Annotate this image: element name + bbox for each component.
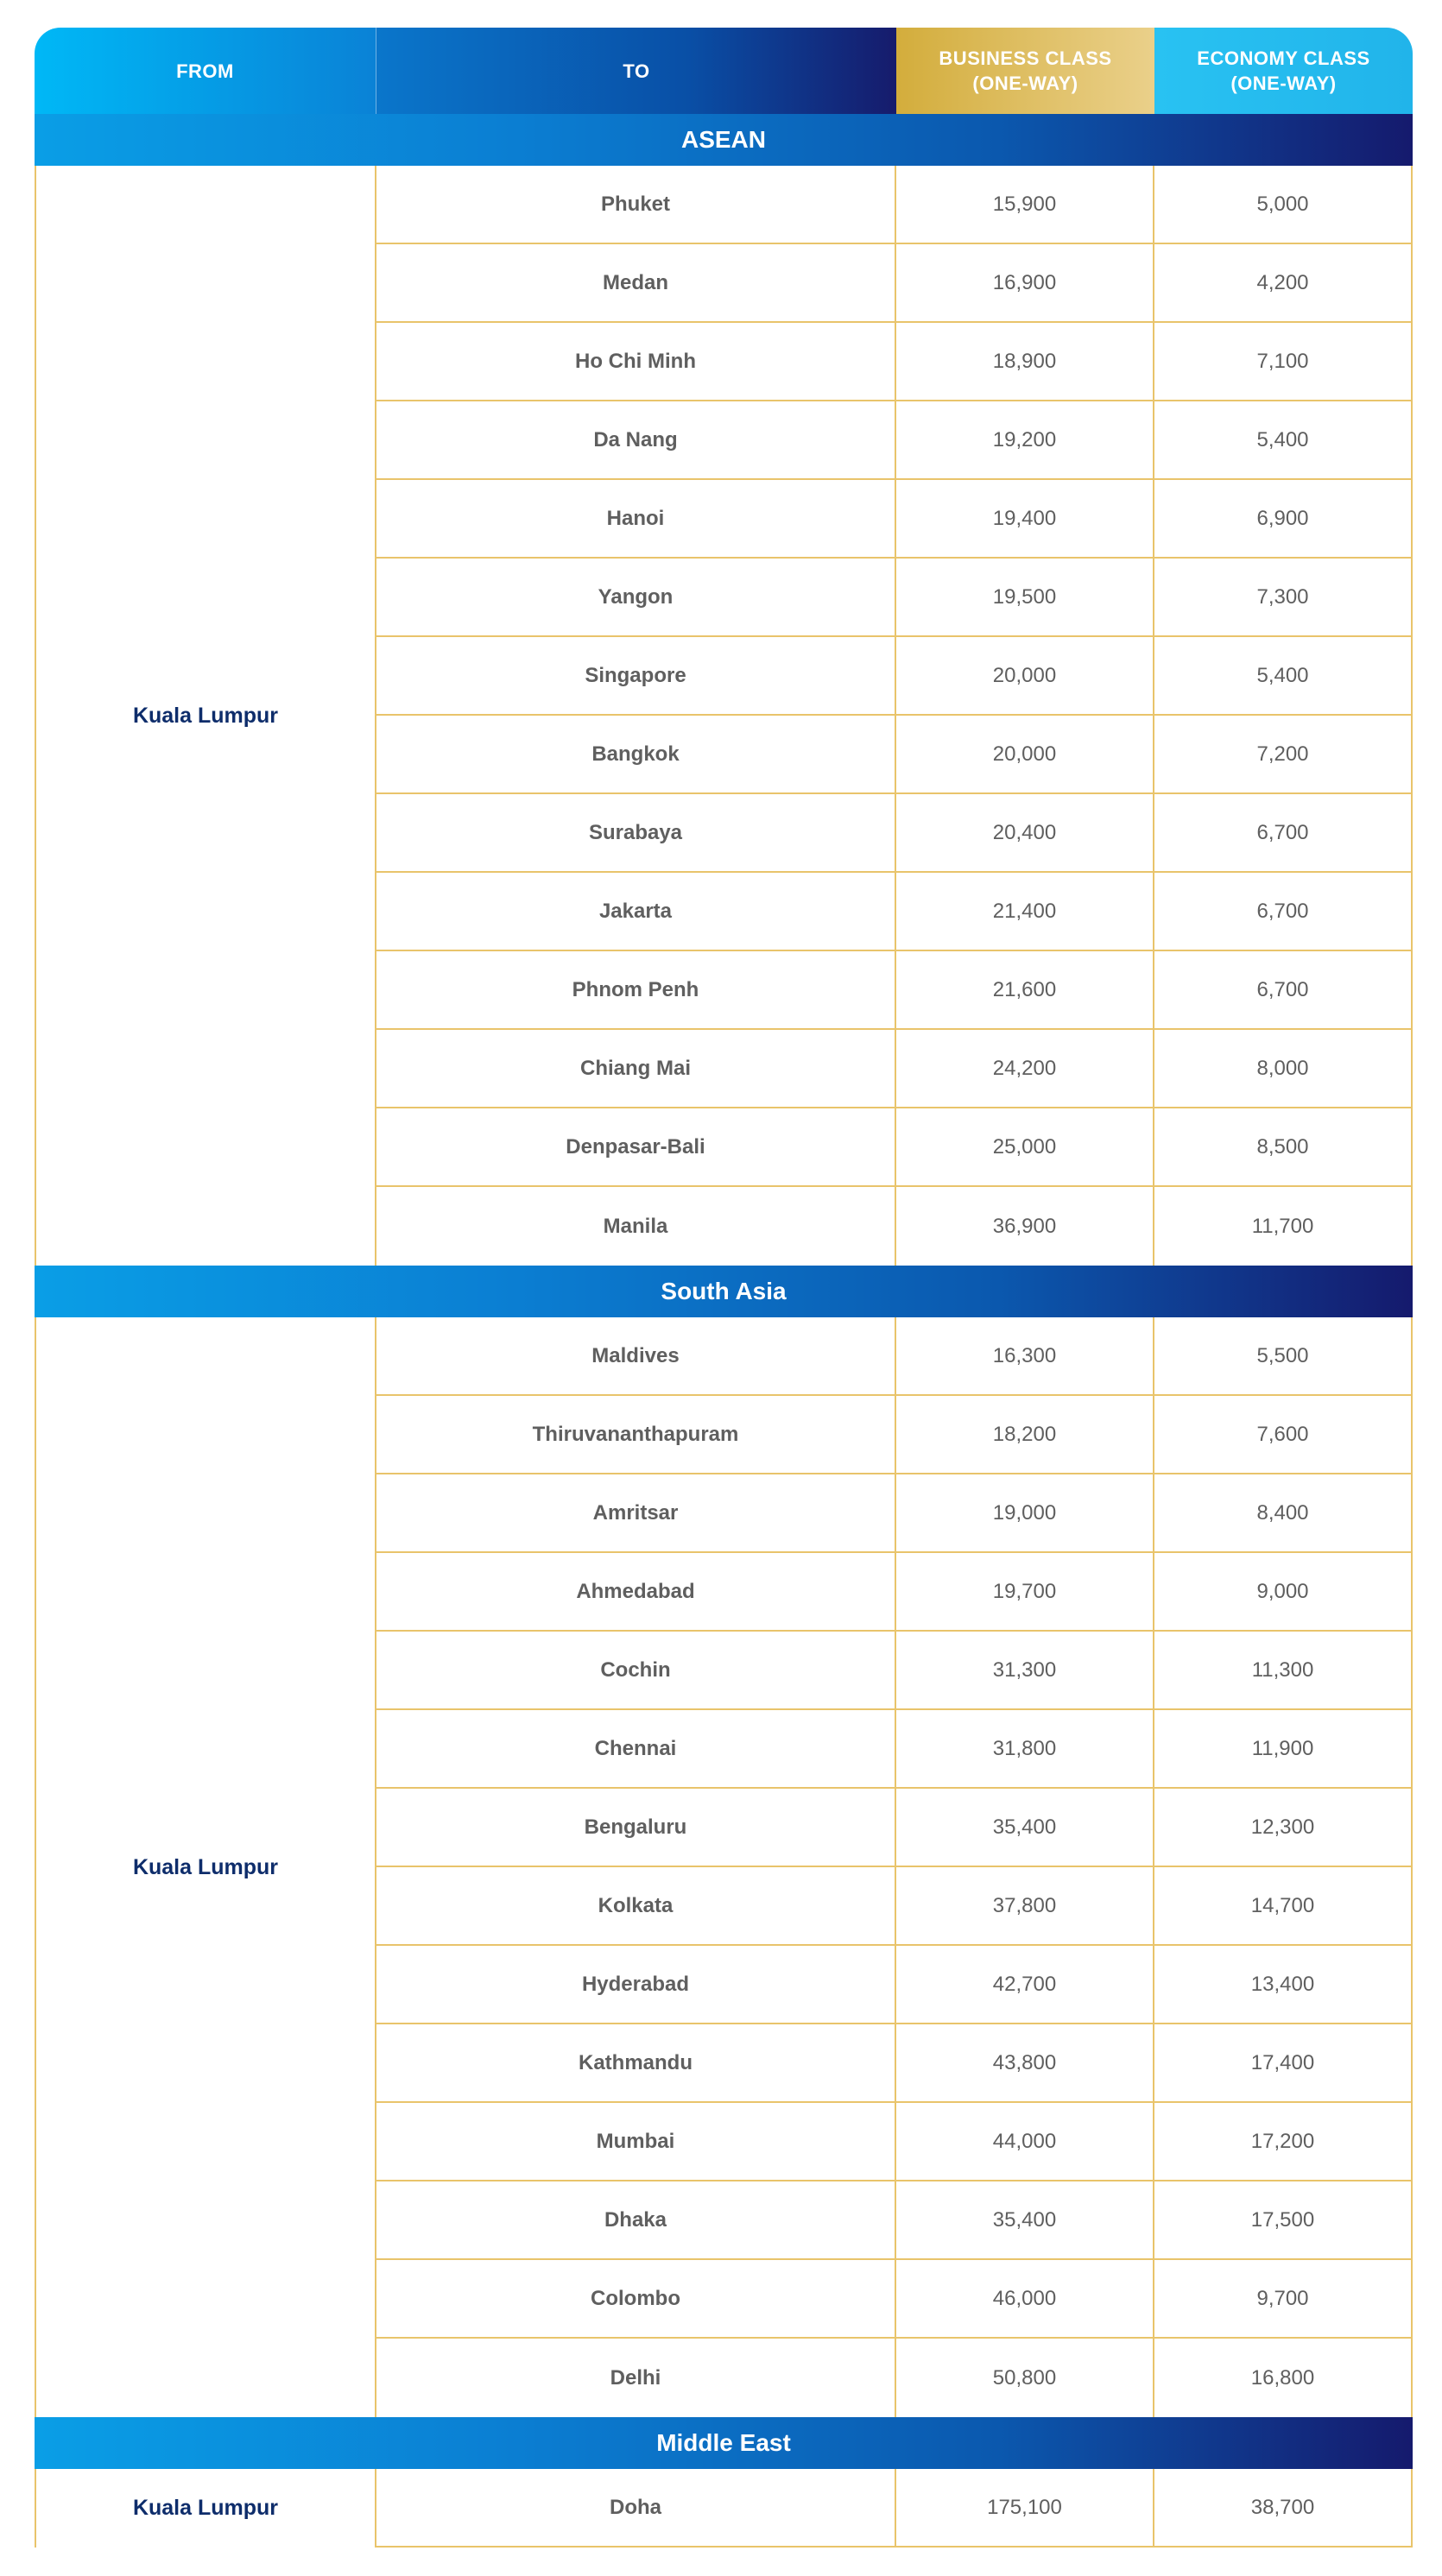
business-class-points: 46,000 — [896, 2260, 1154, 2337]
economy-class-points: 7,100 — [1256, 349, 1309, 373]
destination-city: Hyderabad — [376, 1946, 896, 2023]
economy-class-points: 5,000 — [1256, 192, 1309, 216]
economy-class-points: 6,900 — [1256, 506, 1309, 530]
business-class-points: 19,000 — [896, 1474, 1154, 1551]
table-row — [376, 1317, 1411, 1396]
economy-class-points: 7,200 — [1256, 742, 1309, 766]
business-class-points: 42,700 — [896, 1946, 1154, 2023]
table-row — [376, 2339, 1411, 2417]
header-business-class — [896, 28, 1154, 114]
destination-city: Medan — [376, 244, 896, 321]
business-class-points: 35,400 — [896, 2181, 1154, 2258]
business-class-points: 20,000 — [896, 637, 1154, 714]
destination-city: Chiang Mai — [376, 1030, 896, 1107]
economy-class-points: 9,700 — [1256, 2286, 1309, 2310]
destination-city: Mumbai — [376, 2103, 896, 2180]
economy-class-points: 11,300 — [1251, 1657, 1314, 1682]
economy-class-points: 16,800 — [1250, 2365, 1315, 2390]
table-row — [376, 480, 1411, 559]
destination-city: Da Nang — [376, 401, 896, 478]
destination-city: Jakarta — [376, 873, 896, 950]
fare-table — [35, 28, 1413, 2548]
business-class-points: 19,400 — [896, 480, 1154, 557]
destination-city: Manila — [376, 1187, 896, 1266]
economy-class-points: 17,500 — [1250, 2207, 1315, 2232]
business-class-points: 18,900 — [896, 323, 1154, 400]
table-row — [376, 1710, 1411, 1789]
header-business-line2: (ONE-WAY) — [972, 73, 1078, 94]
region-header: South Asia — [35, 1266, 1413, 1317]
table-row — [376, 637, 1411, 716]
table-row — [376, 1553, 1411, 1632]
table-row — [376, 2260, 1411, 2339]
business-class-points: 37,800 — [896, 1867, 1154, 1944]
economy-class-points: 13,400 — [1250, 1972, 1315, 1996]
table-row — [376, 401, 1411, 480]
economy-class-points: 8,500 — [1256, 1134, 1309, 1159]
business-class-points: 16,900 — [896, 244, 1154, 321]
destination-city: Bangkok — [376, 716, 896, 792]
origin-city: Kuala Lumpur — [36, 1317, 376, 2417]
table-row — [376, 873, 1411, 951]
table-row — [376, 2024, 1411, 2103]
destination-city: Doha — [376, 2469, 896, 2546]
business-class-points: 19,500 — [896, 559, 1154, 635]
business-class-points: 36,900 — [896, 1187, 1154, 1266]
economy-class-points: 7,600 — [1256, 1422, 1309, 1446]
region-group — [35, 166, 1413, 1266]
economy-class-points: 14,700 — [1250, 1893, 1315, 1917]
destination-city: Thiruvananthapuram — [376, 1396, 896, 1473]
economy-class-points: 5,400 — [1256, 663, 1309, 687]
table-row — [376, 1789, 1411, 1867]
economy-class-points: 11,700 — [1251, 1214, 1314, 1238]
table-row — [376, 1030, 1411, 1108]
economy-class-points: 8,400 — [1256, 1500, 1309, 1525]
economy-class-points: 17,400 — [1250, 2050, 1315, 2074]
table-row — [376, 1632, 1411, 1710]
business-class-points: 35,400 — [896, 1789, 1154, 1866]
table-body — [35, 114, 1413, 2548]
business-class-points: 175,100 — [896, 2469, 1154, 2546]
table-row — [376, 716, 1411, 794]
table-row — [376, 166, 1411, 244]
route-rows — [376, 166, 1411, 1266]
destination-city: Amritsar — [376, 1474, 896, 1551]
economy-class-points: 6,700 — [1256, 820, 1309, 844]
business-class-points: 21,400 — [896, 873, 1154, 950]
economy-class-points: 11,900 — [1251, 1736, 1314, 1760]
destination-city: Phuket — [376, 166, 896, 243]
business-class-points: 19,700 — [896, 1553, 1154, 1630]
table-row — [376, 1474, 1411, 1553]
header-economy-class — [1154, 28, 1413, 114]
destination-city: Phnom Penh — [376, 951, 896, 1028]
table-row — [376, 244, 1411, 323]
destination-city: Delhi — [376, 2339, 896, 2417]
region-header: Middle East — [35, 2417, 1413, 2469]
destination-city: Ho Chi Minh — [376, 323, 896, 400]
route-rows — [376, 2469, 1411, 2548]
header-economy-line2: (ONE-WAY) — [1230, 73, 1337, 94]
business-class-points: 24,200 — [896, 1030, 1154, 1107]
economy-class-points: 17,200 — [1250, 2129, 1315, 2153]
destination-city: Kathmandu — [376, 2024, 896, 2101]
business-class-points: 50,800 — [896, 2339, 1154, 2417]
table-row — [376, 1187, 1411, 1266]
header-business-line1: BUSINESS CLASS — [939, 47, 1112, 69]
business-class-points: 19,200 — [896, 401, 1154, 478]
economy-class-points: 6,700 — [1256, 977, 1309, 1001]
economy-class-points: 12,300 — [1250, 1815, 1315, 1839]
destination-city: Hanoi — [376, 480, 896, 557]
table-row — [376, 1108, 1411, 1187]
business-class-points: 18,200 — [896, 1396, 1154, 1473]
header-to — [376, 28, 896, 114]
economy-class-points: 6,700 — [1256, 899, 1309, 923]
business-class-points: 16,300 — [896, 1317, 1154, 1394]
header-from — [35, 28, 376, 114]
table-row — [376, 1396, 1411, 1474]
destination-city: Surabaya — [376, 794, 896, 871]
table-row — [376, 1867, 1411, 1946]
economy-class-points: 9,000 — [1256, 1579, 1309, 1603]
table-row — [376, 2181, 1411, 2260]
table-row — [376, 2469, 1411, 2548]
business-class-points: 43,800 — [896, 2024, 1154, 2101]
header-economy-line1: ECONOMY CLASS — [1197, 47, 1370, 69]
table-row — [376, 1946, 1411, 2024]
region-group — [35, 1317, 1413, 2417]
economy-class-points: 8,000 — [1256, 1056, 1309, 1080]
destination-city: Yangon — [376, 559, 896, 635]
business-class-points: 20,000 — [896, 716, 1154, 792]
business-class-points: 44,000 — [896, 2103, 1154, 2180]
destination-city: Denpasar-Bali — [376, 1108, 896, 1185]
economy-class-points: 7,300 — [1256, 584, 1309, 609]
route-rows — [376, 1317, 1411, 2417]
destination-city: Chennai — [376, 1710, 896, 1787]
destination-city: Cochin — [376, 1632, 896, 1708]
economy-class-points: 4,200 — [1256, 270, 1309, 294]
economy-class-points: 5,400 — [1256, 427, 1309, 451]
table-header — [35, 28, 1413, 114]
destination-city: Bengaluru — [376, 1789, 896, 1866]
business-class-points: 21,600 — [896, 951, 1154, 1028]
origin-city: Kuala Lumpur — [36, 2469, 376, 2548]
destination-city: Dhaka — [376, 2181, 896, 2258]
table-row — [376, 2103, 1411, 2181]
region-header: ASEAN — [35, 114, 1413, 166]
destination-city: Colombo — [376, 2260, 896, 2337]
destination-city: Maldives — [376, 1317, 896, 1394]
destination-city: Ahmedabad — [376, 1553, 896, 1630]
business-class-points: 31,300 — [896, 1632, 1154, 1708]
region-group — [35, 2469, 1413, 2548]
business-class-points: 20,400 — [896, 794, 1154, 871]
table-row — [376, 559, 1411, 637]
business-class-points: 15,900 — [896, 166, 1154, 243]
origin-city: Kuala Lumpur — [36, 166, 376, 1266]
business-class-points: 25,000 — [896, 1108, 1154, 1185]
header-from-label: FROM — [176, 60, 234, 82]
destination-city: Singapore — [376, 637, 896, 714]
economy-class-points: 38,700 — [1250, 2495, 1315, 2519]
header-to-label: TO — [623, 60, 650, 82]
economy-class-points: 5,500 — [1256, 1343, 1309, 1367]
destination-city: Kolkata — [376, 1867, 896, 1944]
table-row — [376, 951, 1411, 1030]
table-row — [376, 323, 1411, 401]
business-class-points: 31,800 — [896, 1710, 1154, 1787]
table-row — [376, 794, 1411, 873]
